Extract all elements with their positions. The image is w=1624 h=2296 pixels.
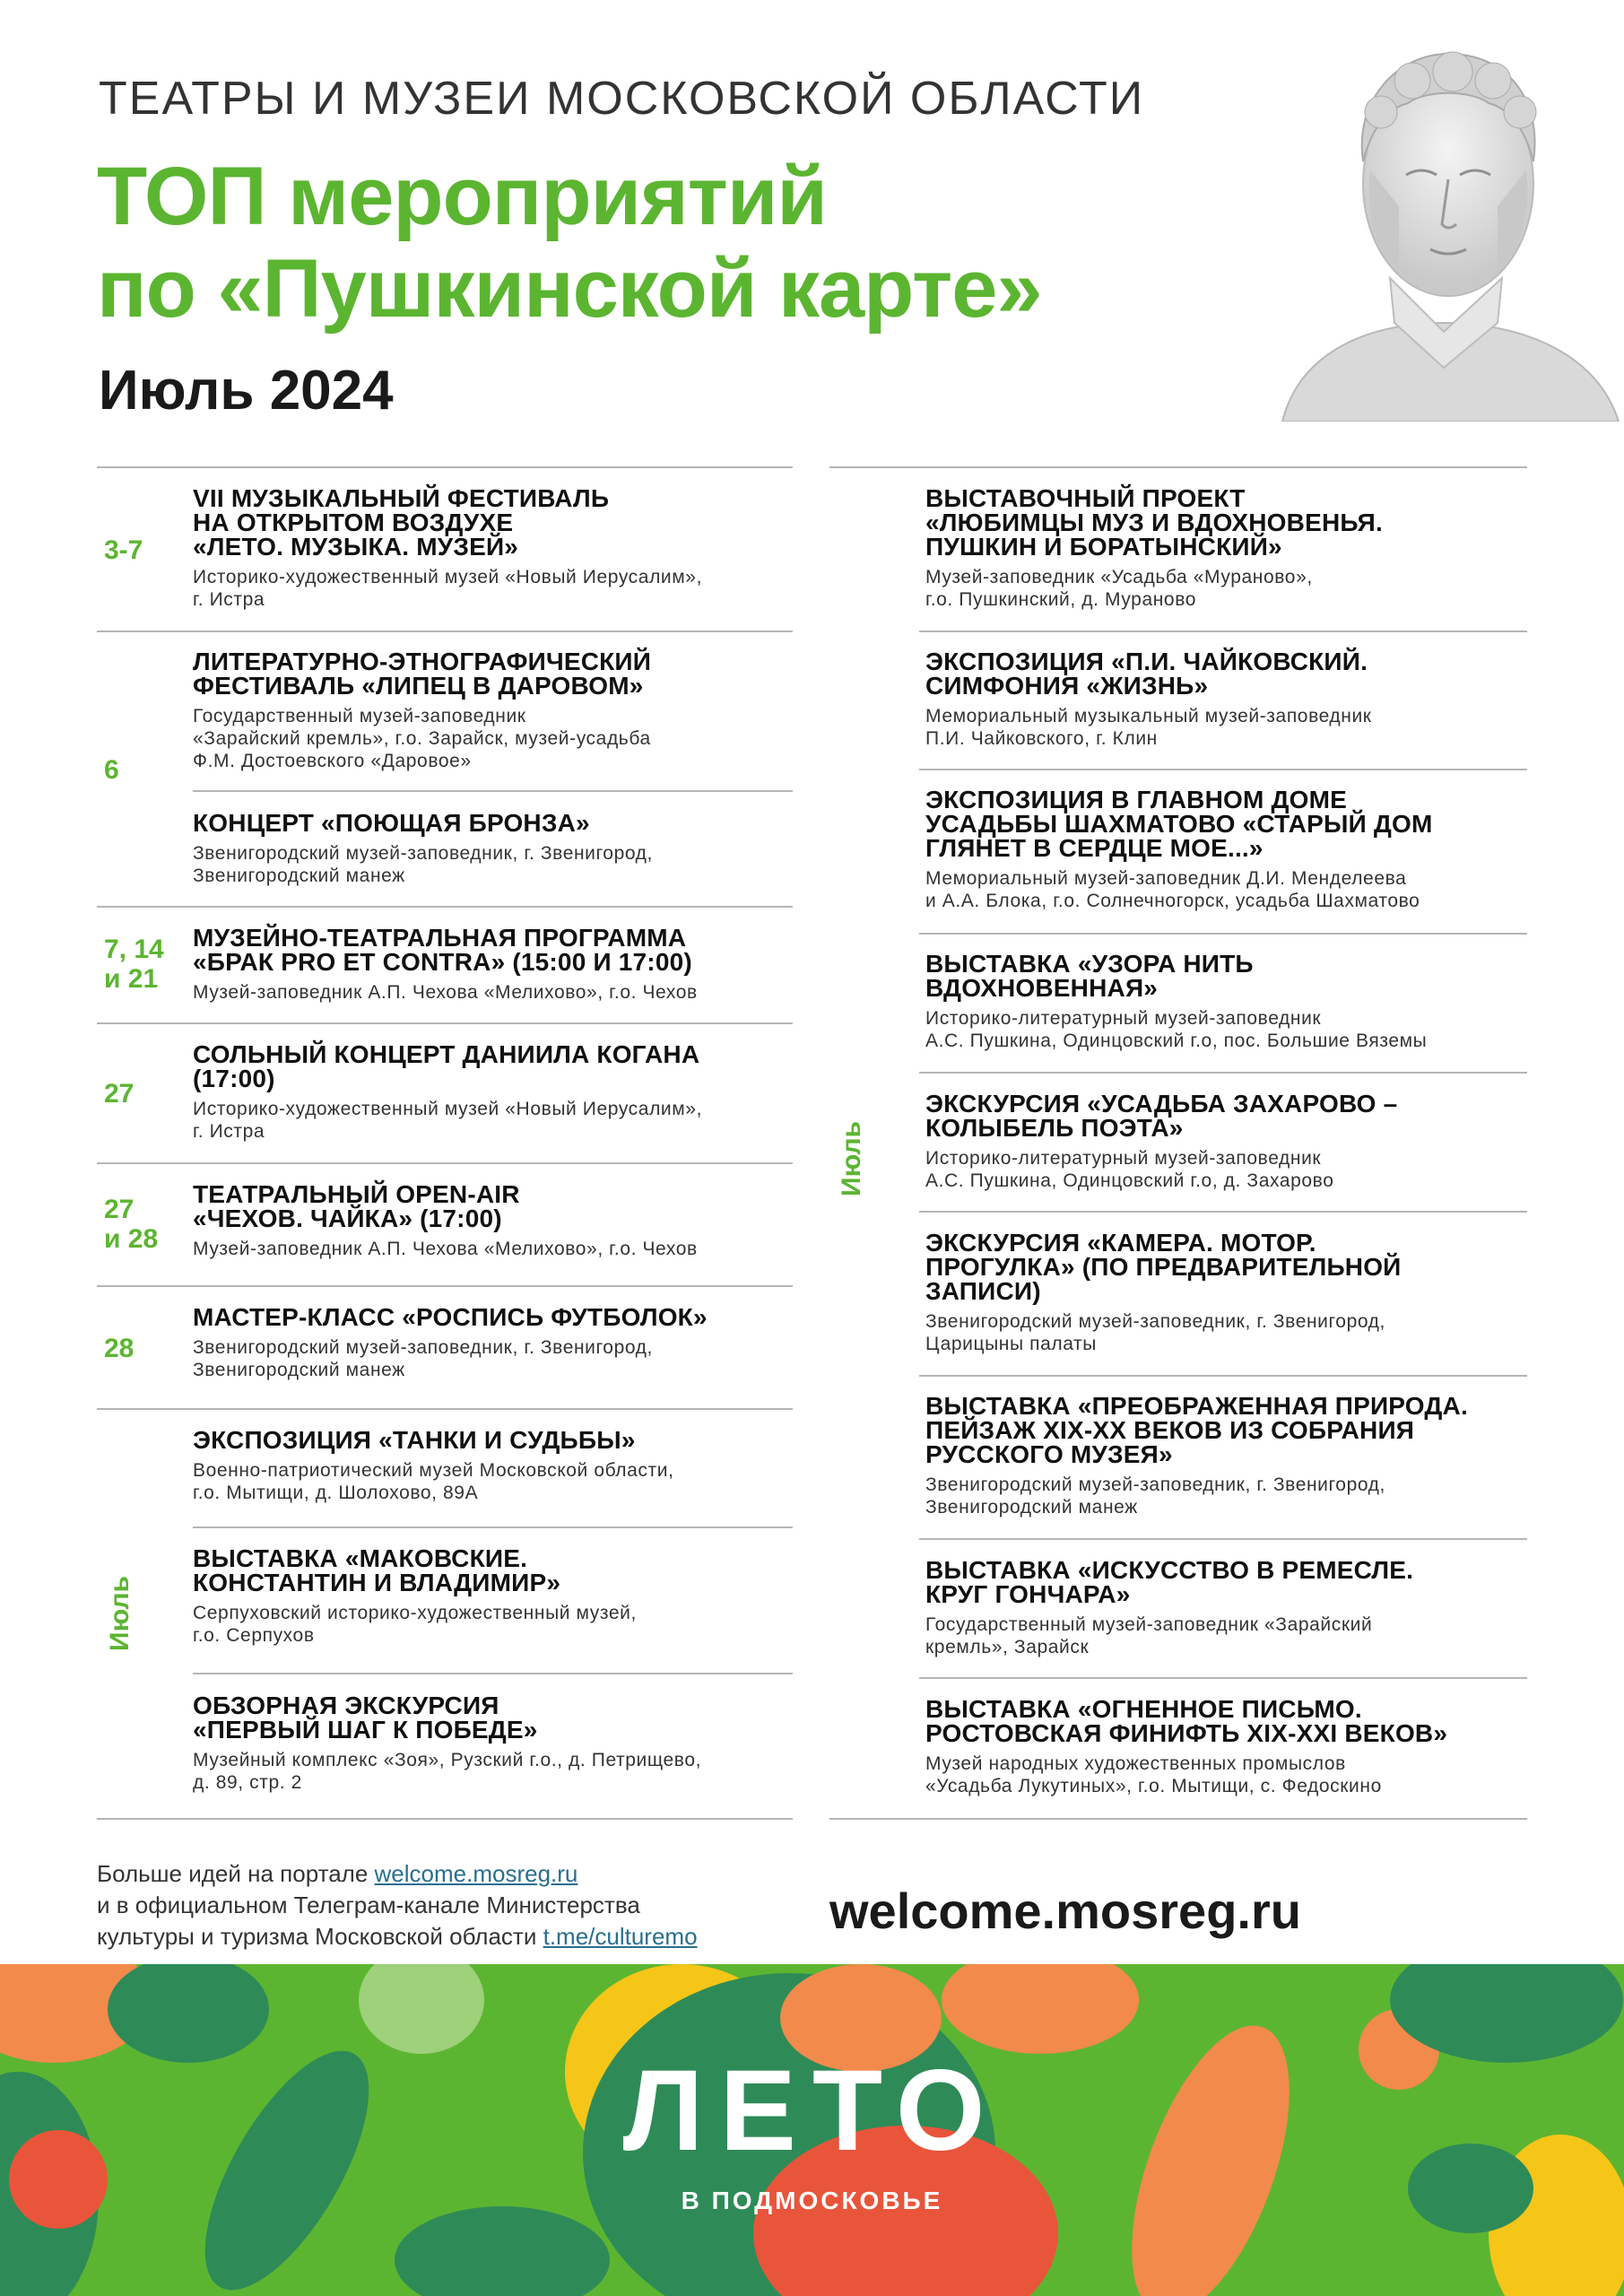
event-item (193, 1693, 792, 1794)
event-item (193, 1546, 792, 1647)
event-title: МУЗЕЙНО-ТЕАТРАЛЬНАЯ ПРОГРАММА «БРАК PRO ET CONTRA» (15:00 И 17:00) (193, 924, 692, 976)
divider (97, 1162, 793, 1164)
divider (97, 1408, 793, 1410)
event-date: 27 (104, 1079, 135, 1109)
event-title: VII МУЗЫКАЛЬНЫЙ ФЕСТИВАЛЬ НА ОТКРЫТОМ ВОЗДУХЕ «ЛЕТО. МУЗЫКА. МУЗЕЙ» (193, 484, 610, 561)
event-item (925, 1091, 1526, 1192)
event-item (193, 811, 792, 887)
event-item (925, 1394, 1526, 1518)
event-item (925, 649, 1526, 750)
event-venue: Государственный музей-заповедник «Зарайский кремль», Зарайск (925, 1614, 1373, 1657)
divider (829, 1818, 1527, 1820)
event-title: ЭКСПОЗИЦИЯ «П.И. ЧАЙКОВСКИЙ. СИМФОНИЯ «ЖИЗНЬ» (925, 648, 1368, 700)
divider (97, 1022, 793, 1024)
event-date: 6 (104, 755, 119, 785)
event-date: 27 и 28 (104, 1195, 159, 1254)
divider (919, 1375, 1527, 1377)
event-title: ВЫСТАВКА «ПРЕОБРАЖЕННАЯ ПРИРОДА. ПЕЙЗАЖ XIX-XX ВЕКОВ ИЗ СОБРАНИЯ РУССКОГО МУЗЕЯ» (925, 1392, 1468, 1468)
leto-logo: ЛЕТО (622, 2047, 1002, 2175)
event-item (925, 952, 1526, 1052)
telegram-link[interactable]: t.me/culturemo (543, 1923, 698, 1950)
event-venue: Звенигородский музей-заповедник, г. Звенигород, Звенигородский манеж (193, 1337, 653, 1380)
divider (919, 1211, 1527, 1213)
event-venue: Историко-литературный музей-заповедник А.С. Пушкина, Одинцовский г.о, пос. Большие Вяземы (925, 1008, 1428, 1051)
more-ideas-prefix: Больше идей на портале (97, 1860, 375, 1887)
event-venue: Военно-патриотический музей Московской области, г.о. Мытищи, д. Шолохово, 89А (193, 1460, 674, 1503)
divider (919, 1072, 1527, 1074)
more-ideas-middle: и в официальном Телеграм-канале Министерства культуры и туризма Московской области (97, 1892, 640, 1950)
event-venue: Государственный музей-заповедник «Зарайский кремль», г.о. Зарайск, музей-усадьба Ф.М. Достоевского «Даровое» (193, 706, 651, 771)
divider (97, 906, 793, 908)
month-vertical-label: Июль (837, 1121, 866, 1196)
event-venue: Звенигородский музей-заповедник, г. Звенигород, Звенигородский манеж (193, 843, 653, 886)
event-venue: Музей-заповедник А.П. Чехова «Мелихово», г.о. Чехов (193, 982, 698, 1003)
divider (829, 466, 1527, 468)
event-item (193, 1305, 792, 1381)
month-heading: Июль 2024 (99, 360, 394, 422)
event-date: 28 (104, 1334, 135, 1363)
event-title: СОЛЬНЫЙ КОНЦЕРТ ДАНИИЛА КОГАНА (17:00) (193, 1040, 700, 1092)
event-venue: Музей-заповедник «Усадьба «Мураново», г.о. Пушкинский, д. Мураново (925, 567, 1313, 610)
month-vertical-label: Июль (105, 1576, 135, 1651)
event-title: ОБЗОРНАЯ ЭКСКУРСИЯ «ПЕРВЫЙ ШАГ К ПОБЕДЕ» (193, 1692, 538, 1744)
summer-banner (0, 1964, 1624, 2296)
page-title (97, 151, 1042, 335)
event-title: ЭКСПОЗИЦИЯ «ТАНКИ И СУДЬБЫ» (193, 1426, 636, 1454)
event-title: КОНЦЕРТ «ПОЮЩАЯ БРОНЗА» (193, 809, 590, 837)
event-title: МАСТЕР-КЛАСС «РОСПИСЬ ФУТБОЛОК» (193, 1303, 708, 1331)
event-item (925, 1558, 1526, 1658)
event-item (193, 649, 792, 772)
divider (97, 631, 793, 632)
events-column-right (829, 466, 1527, 1821)
event-venue: Историко-художественный музей «Новый Иерусалим», г. Истра (193, 1099, 703, 1142)
event-venue: Серпуховский историко-художественный музей, г.о. Серпухов (193, 1603, 637, 1646)
divider (919, 631, 1527, 632)
event-venue: Музей-заповедник А.П. Чехова «Мелихово», г.о. Чехов (193, 1239, 698, 1259)
divider (193, 1673, 793, 1674)
event-venue: Мемориальный музыкальный музей-заповедник П.И. Чайковского, г. Клин (925, 706, 1372, 749)
pushkin-bust-image (1264, 27, 1624, 422)
event-venue: Мемориальный музей-заповедник Д.И. Менделеева и А.А. Блока, г.о. Солнечногорск, усадьба Шахматово (925, 868, 1420, 911)
more-ideas-text (97, 1858, 814, 1952)
leto-logo-subtitle: В ПОДМОСКОВЬЕ (681, 2187, 943, 2214)
event-title: ВЫСТАВОЧНЫЙ ПРОЕКТ «ЛЮБИМЦЫ МУЗ И ВДОХНОВЕНЬЯ. ПУШКИН И БОРАТЫНСКИЙ» (925, 484, 1383, 561)
event-date: 3-7 (104, 535, 143, 565)
event-venue: Музейный комплекс «Зоя», Рузский г.о., д. Петрищево, д. 89, стр. 2 (193, 1750, 702, 1793)
divider (919, 933, 1527, 935)
divider (97, 1818, 793, 1820)
divider (193, 790, 793, 792)
event-item (193, 486, 792, 611)
event-item (193, 926, 792, 1004)
event-title: ТЕАТРАЛЬНЫЙ OPEN-AIR «ЧЕХОВ. ЧАЙКА» (17:00) (193, 1180, 520, 1232)
event-item (193, 1182, 792, 1260)
event-title: ЛИТЕРАТУРНО-ЭТНОГРАФИЧЕСКИЙ ФЕСТИВАЛЬ «ЛИПЕЦ В ДАРОВОМ» (193, 648, 652, 700)
divider (919, 1538, 1527, 1540)
event-venue: Звенигородский музей-заповедник, г. Звенигород, Звенигородский манеж (925, 1474, 1385, 1518)
event-item (925, 787, 1526, 912)
event-venue: Историко-художественный музей «Новый Иерусалим», г. Истра (193, 567, 703, 610)
divider (97, 466, 793, 468)
event-item (925, 1231, 1526, 1355)
divider (97, 1285, 793, 1287)
portal-link[interactable]: welcome.mosreg.ru (374, 1860, 578, 1887)
divider (919, 1677, 1527, 1679)
divider (193, 1526, 793, 1528)
events-column-left (97, 466, 793, 1821)
event-title: ВЫСТАВКА «УЗОРА НИТЬ ВДОХНОВЕННАЯ» (925, 950, 1254, 1002)
portal-url[interactable]: welcome.mosreg.ru (829, 1883, 1301, 1939)
title-line-2: по «Пушкинской карте» (97, 243, 1042, 335)
event-item (193, 1042, 792, 1143)
event-title: ЭКСКУРСИЯ «КАМЕРА. МОТОР. ПРОГУЛКА» (ПО ПРЕДВАРИТЕЛЬНОЙ ЗАПИСИ) (925, 1229, 1402, 1305)
divider (919, 769, 1527, 770)
event-item (193, 1428, 792, 1504)
event-venue: Звенигородский музей-заповедник, г. Звенигород, Царицыны палаты (925, 1311, 1385, 1354)
title-line-1: ТОП мероприятий (97, 151, 827, 242)
page-kicker: ТЕАТРЫ И МУЗЕИ МОСКОВСКОЙ ОБЛАСТИ (99, 73, 1145, 125)
event-item (925, 486, 1526, 611)
event-date: 7, 14 и 21 (104, 935, 164, 994)
event-item (925, 1697, 1526, 1797)
event-title: ВЫСТАВКА «ОГНЕННОЕ ПИСЬМО. РОСТОВСКАЯ ФИНИФТЬ XIX-XXI ВЕКОВ» (925, 1695, 1448, 1747)
event-title: ЭКСПОЗИЦИЯ В ГЛАВНОМ ДОМЕ УСАДЬБЫ ШАХМАТОВО «СТАРЫЙ ДОМ ГЛЯНЕТ В СЕРДЦЕ МОЕ...» (925, 786, 1433, 862)
event-venue: Историко-литературный музей-заповедник А.С. Пушкина, Одинцовский г.о, д. Захарово (925, 1148, 1334, 1191)
event-title: ВЫСТАВКА «МАКОВСКИЕ. КОНСТАНТИН И ВЛАДИМИР» (193, 1544, 561, 1596)
event-venue: Музей народных художественных промыслов «Усадьба Лукутиных», г.о. Мытищи, с. Федоскино (925, 1753, 1382, 1796)
event-title: ВЫСТАВКА «ИСКУССТВО В РЕМЕСЛЕ. КРУГ ГОНЧАРА» (925, 1556, 1414, 1608)
event-title: ЭКСКУРСИЯ «УСАДЬБА ЗАХАРОВО – КОЛЫБЕЛЬ ПОЭТА» (925, 1090, 1398, 1142)
